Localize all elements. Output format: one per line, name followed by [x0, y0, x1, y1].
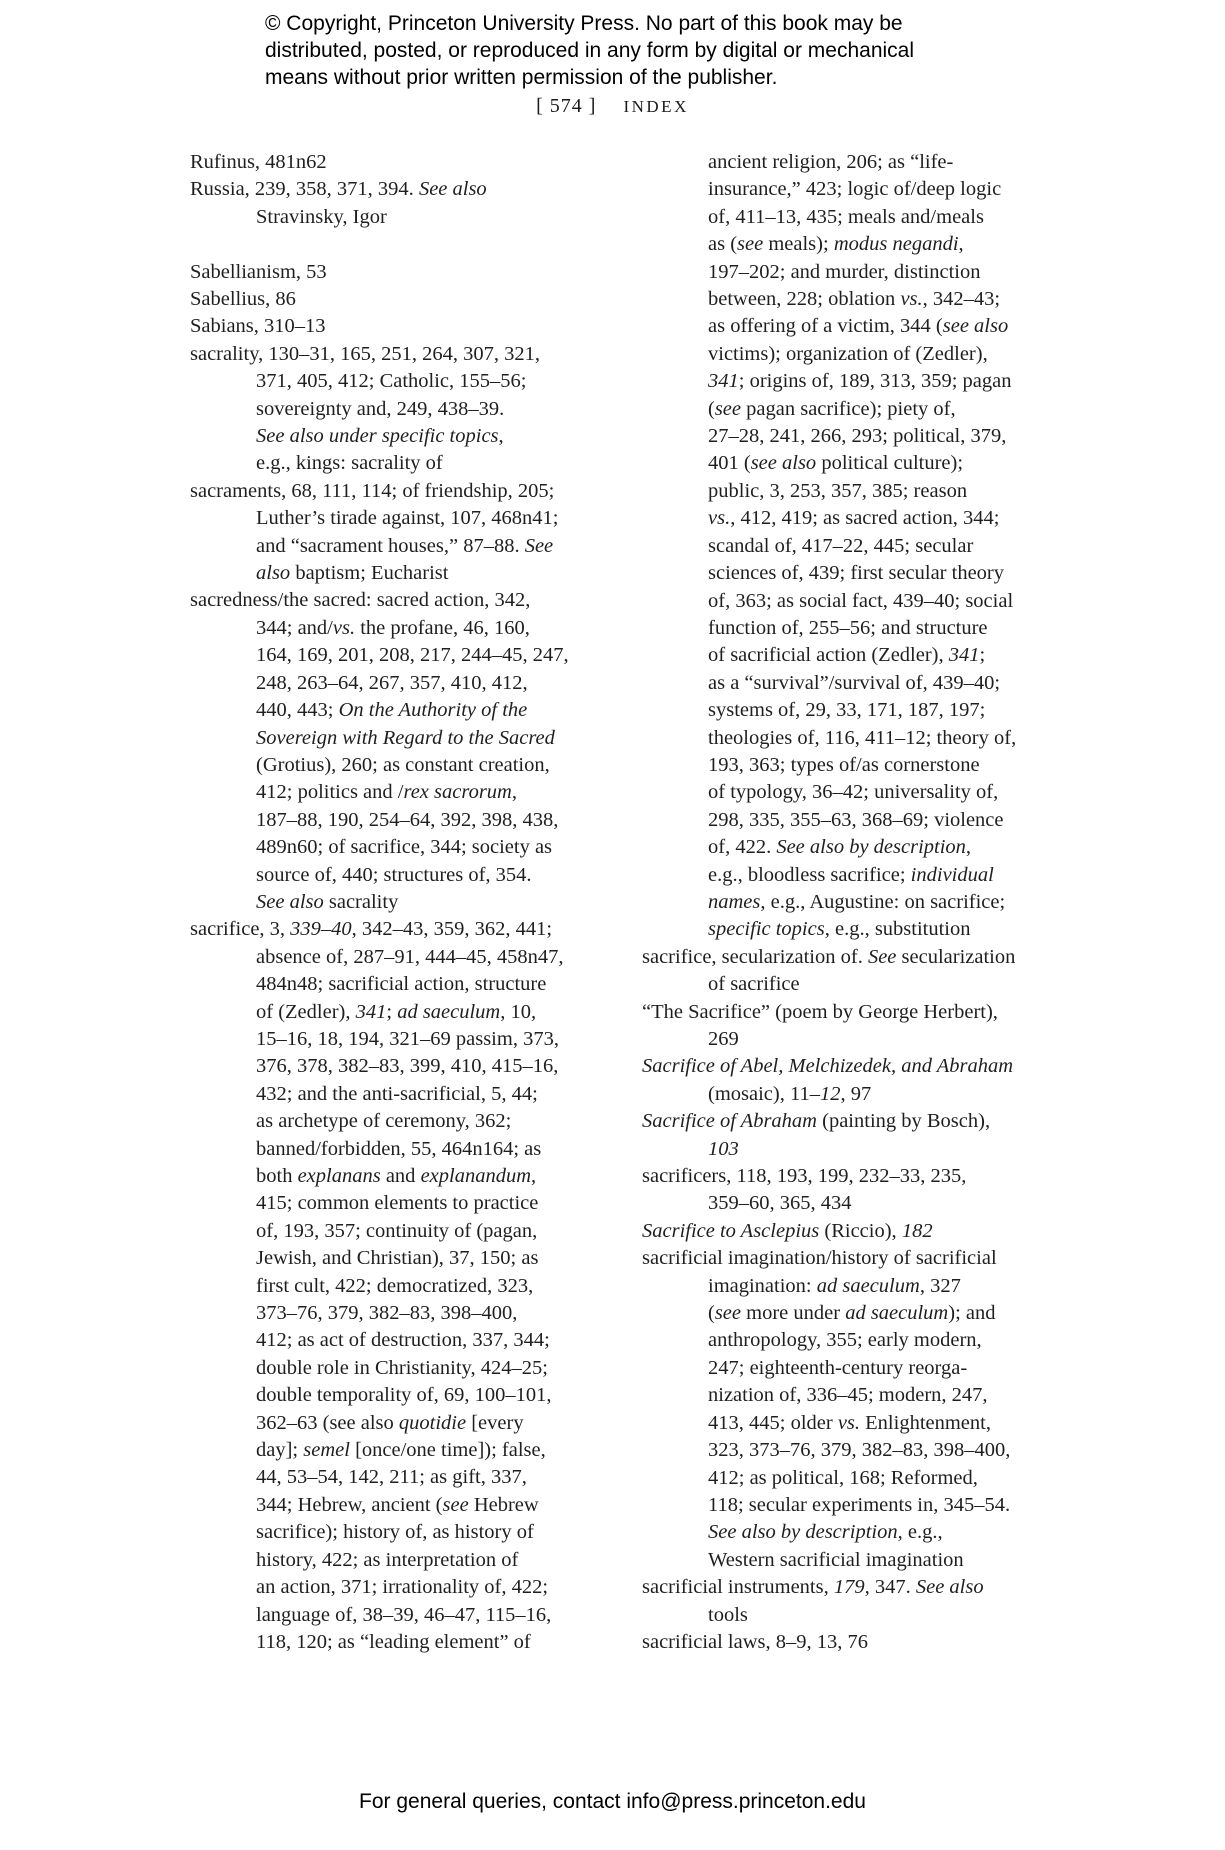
index-entry-continuation-line: 412; as act of destruction, 337, 344; — [256, 1329, 550, 1352]
index-entry-continuation-line: an action, 371; irrationality of, 422; — [256, 1576, 549, 1599]
index-entry-continuation-line: Jewish, and Christian), 37, 150; as — [256, 1247, 539, 1270]
index-entry-continuation-line: 415; common elements to practice — [256, 1192, 539, 1215]
index-entry-continuation-line: 484n48; sacrificial action, structure — [256, 973, 547, 996]
index-entry-continuation-line: as (see meals); modus negandi, — [708, 233, 964, 256]
index-entry-headword-line: sacrificial laws, 8–9, 13, 76 — [642, 1630, 869, 1653]
index-entry-continuation-line: scandal of, 417–22, 445; secular — [708, 534, 974, 557]
index-entry-continuation-line: language of, 38–39, 46–47, 115–16, — [256, 1603, 552, 1626]
running-head — [0, 93, 1225, 120]
index-entry-continuation-line: 193, 363; types of/as cornerstone — [708, 753, 980, 776]
index-entry-continuation-line: of, 422. See also by description, — [708, 836, 972, 859]
entry-gap — [190, 231, 600, 258]
index-entry-continuation-line: 401 (see also political culture); — [708, 452, 964, 475]
index-entry-continuation-line: 341; origins of, 189, 313, 359; pagan — [708, 370, 1012, 393]
index-entry-continuation-line: 164, 169, 201, 208, 217, 244–45, 247, — [256, 644, 569, 667]
index-entry-continuation-line: of typology, 36–42; universality of, — [708, 781, 999, 804]
index-entry-continuation-line: 298, 335, 355–63, 368–69; violence — [708, 808, 1004, 831]
index-entry-continuation-line: of, 193, 357; continuity of (pagan, — [256, 1219, 538, 1242]
index-entry-headword-line: Sabellianism, 53 — [190, 260, 327, 283]
index-entry-headword-line: Sabians, 310–13 — [190, 315, 326, 338]
index-entry-continuation-line: nization of, 336–45; modern, 247, — [708, 1384, 988, 1407]
index-entry-continuation-line: double role in Christianity, 424–25; — [256, 1356, 548, 1379]
index-entry-continuation-line: 412; as political, 168; Reformed, — [708, 1466, 978, 1489]
index-entry-headword-line: sacrificial instruments, 179, 347. See also — [642, 1576, 984, 1599]
running-title: INDEX — [623, 97, 689, 116]
index-entry-continuation-line: of (Zedler), 341; ad saeculum, 10, — [256, 1000, 537, 1023]
index-entry-continuation-line: victims); organization of (Zedler), — [708, 342, 988, 365]
index-entry-headword-line: Rufinus, 481n62 — [190, 151, 327, 173]
index-entry-continuation-line: of, 411–13, 435; meals and/meals — [708, 205, 984, 228]
index-entry-headword-line: Sabellius, 86 — [190, 288, 296, 311]
index-entry-continuation-line: of sacrificial action (Zedler), 341; — [708, 644, 986, 667]
index-entry-continuation-line: 323, 373–76, 379, 382–83, 398–400, — [708, 1439, 1011, 1462]
index-entry-continuation-line: (see pagan sacrifice); piety of, — [708, 397, 956, 420]
index-entry-continuation-line: 432; and the anti-sacrificial, 5, 44; — [256, 1082, 538, 1105]
index-entry-continuation-line: 413, 445; older vs. Enlightenment, — [708, 1411, 991, 1434]
index-entry-continuation-line: See also by description, e.g., — [708, 1521, 943, 1544]
index-entry-continuation-line: as offering of a victim, 344 (see also — [708, 315, 1009, 338]
index-entry-continuation-line: theologies of, 116, 411–12; theory of, — [708, 726, 1017, 749]
index-entry-continuation-line: also baptism; Eucharist — [256, 562, 449, 585]
copyright-line: © Copyright, Princeton University Press. No part of this book may be — [265, 12, 903, 35]
page-number: [ 574 ] — [536, 95, 597, 117]
index-entry-continuation-line: 344; and/vs. the profane, 46, 160, — [256, 616, 530, 639]
index-entry-continuation-line: See also sacrality — [256, 890, 399, 913]
index-entry-headword-line: Russia, 239, 358, 371, 394. See also — [190, 178, 487, 201]
index-entry-continuation-line: 118; secular experiments in, 345–54. — [708, 1493, 1011, 1516]
index-entry-continuation-line: (see more under ad saeculum); and — [708, 1302, 996, 1325]
index-entry-headword-line: sacrificers, 118, 193, 199, 232–33, 235, — [642, 1165, 967, 1188]
index-entry-continuation-line: function of, 255–56; and structure — [708, 616, 988, 639]
index-entry-continuation-line: public, 3, 253, 357, 385; reason — [708, 479, 968, 502]
index-entry-continuation-line: (Grotius), 260; as constant creation, — [256, 753, 550, 776]
index-entry-continuation-line: Western sacrificial imagination — [708, 1548, 964, 1571]
copyright-line: distributed, posted, or reproduced in any form by digital or mechanical — [265, 39, 915, 62]
index-entry-continuation-line: history, 422; as interpretation of — [256, 1548, 519, 1571]
index-entry-continuation-line: as a “survival”/survival of, 439–40; — [708, 671, 1001, 694]
index-entry-continuation-line: first cult, 422; democratized, 323, — [256, 1274, 534, 1297]
index-entry-continuation-line: absence of, 287–91, 444–45, 458n47, — [256, 945, 564, 968]
index-entry-continuation-line: 27–28, 241, 266, 293; political, 379, — [708, 425, 1007, 448]
index-entry-headword-line: sacredness/the sacred: sacred action, 342, — [190, 589, 531, 612]
index-entry-continuation-line: of sacrifice — [708, 973, 800, 996]
index-entry-headword-line: sacrifice, secularization of. See secularization — [642, 945, 1016, 968]
index-entry-continuation-line: sacrifice); history of, as history of — [256, 1521, 534, 1544]
index-entry-continuation-line: 489n60; of sacrifice, 344; society as — [256, 836, 553, 859]
index-entry-continuation-line: 440, 443; On the Authority of the — [256, 699, 528, 722]
index-entry-continuation-line: 187–88, 190, 254–64, 392, 398, 438, — [256, 808, 559, 831]
index-entry-continuation-line: imagination: ad saeculum, 327 — [708, 1274, 961, 1297]
index-entry-headword-line: sacrality, 130–31, 165, 251, 264, 307, 321, — [190, 342, 540, 365]
index-entry-headword-line: Sacrifice of Abel, Melchizedek, and Abraham — [642, 1055, 1014, 1078]
index-entry-continuation-line: and “sacrament houses,” 87–88. See — [256, 534, 554, 557]
index-entry-continuation-line: both explanans and explanandum, — [256, 1165, 537, 1188]
index-entry-continuation-line: 371, 405, 412; Catholic, 155–56; — [256, 370, 527, 393]
index-entry-continuation-line: 269 — [708, 1028, 739, 1050]
index-entry-continuation-line: 344; Hebrew, ancient (see Hebrew — [256, 1493, 539, 1516]
index-entry-continuation-line: 373–76, 379, 382–83, 398–400, — [256, 1302, 518, 1325]
index-entry-continuation-line: 118, 120; as “leading element” of — [256, 1630, 531, 1653]
index-entry-continuation-line: 103 — [708, 1137, 739, 1160]
index-entry-headword-line: sacrifice, 3, 339–40, 342–43, 359, 362, 441; — [190, 918, 553, 941]
index-entry-continuation-line: ancient religion, 206; as “life- — [708, 151, 954, 173]
index-entry-headword-line: Sacrifice to Asclepius (Riccio), 182 — [642, 1219, 933, 1242]
index-entry-continuation-line: insurance,” 423; logic of/deep logic — [708, 178, 1002, 201]
index-entry-continuation-line: systems of, 29, 33, 171, 187, 197; — [708, 699, 986, 722]
footer-contact: For general queries, contact info@press.princeton.edu — [359, 1790, 866, 1813]
index-entry-continuation-line: 247; eighteenth-century reorga- — [708, 1356, 968, 1379]
index-entry-continuation-line: 15–16, 18, 194, 321–69 passim, 373, — [256, 1027, 559, 1050]
index-entry-headword-line: Sacrifice of Abraham (painting by Bosch), — [642, 1110, 991, 1133]
index-entry-headword-line: sacraments, 68, 111, 114; of friendship, 205; — [190, 479, 555, 502]
copyright-notice — [265, 10, 985, 91]
index-column-right — [642, 149, 1062, 1656]
index-entry-continuation-line: sciences of, 439; first secular theory — [708, 562, 1005, 585]
index-entry-continuation-line: e.g., bloodless sacrifice; individual — [708, 863, 994, 886]
index-entry-continuation-line: specific topics, e.g., substitution — [708, 918, 971, 941]
index-entry-continuation-line: e.g., kings: sacrality of — [256, 452, 443, 475]
index-entry-continuation-line: 359–60, 365, 434 — [708, 1192, 852, 1215]
index-entry-continuation-line: anthropology, 355; early modern, — [708, 1329, 982, 1352]
index-entry-continuation-line: as archetype of ceremony, 362; — [256, 1110, 512, 1133]
copyright-line: means without prior written permission of the publisher. — [265, 66, 778, 89]
index-entry-headword-line: “The Sacrifice” (poem by George Herbert), — [642, 1000, 998, 1023]
index-entry-headword-line: sacrificial imagination/history of sacrificial — [642, 1247, 997, 1270]
index-entry-continuation-line: Stravinsky, Igor — [256, 205, 387, 228]
index-entry-continuation-line: 362–63 (see also quotidie [every — [256, 1411, 524, 1434]
index-entry-continuation-line: (mosaic), 11–12, 97 — [708, 1082, 872, 1105]
index-entry-continuation-line: vs., 412, 419; as sacred action, 344; — [708, 507, 1000, 530]
index-entry-continuation-line: Sovereign with Regard to the Sacred — [256, 726, 555, 749]
index-entry-continuation-line: source of, 440; structures of, 354. — [256, 863, 532, 886]
index-entry-continuation-line: of, 363; as social fact, 439–40; social — [708, 589, 1014, 612]
index-entry-continuation-line: double temporality of, 69, 100–101, — [256, 1384, 552, 1407]
index-entry-continuation-line: between, 228; oblation vs., 342–43; — [708, 288, 1001, 311]
index-entry-continuation-line: 44, 53–54, 142, 211; as gift, 337, — [256, 1466, 527, 1489]
index-entry-continuation-line: Luther’s tirade against, 107, 468n41; — [256, 507, 559, 530]
index-entry-continuation-line: 248, 263–64, 267, 357, 410, 412, — [256, 671, 528, 694]
index-entry-continuation-line: tools — [708, 1603, 748, 1626]
index-column-left — [190, 149, 600, 1656]
index-entry-continuation-line: sovereignty and, 249, 438–39. — [256, 397, 505, 420]
index-entry-continuation-line: See also under specific topics, — [256, 425, 504, 448]
index-entry-continuation-line: 412; politics and /rex sacrorum, — [256, 781, 517, 804]
index-entry-continuation-line: names, e.g., Augustine: on sacrifice; — [708, 890, 1006, 913]
index-entry-continuation-line: day]; semel [once/one time]); false, — [256, 1439, 546, 1462]
index-entry-continuation-line: 376, 378, 382–83, 399, 410, 415–16, — [256, 1055, 559, 1078]
index-entry-continuation-line: 197–202; and murder, distinction — [708, 260, 981, 283]
index-entry-continuation-line: banned/forbidden, 55, 464n164; as — [256, 1137, 542, 1160]
